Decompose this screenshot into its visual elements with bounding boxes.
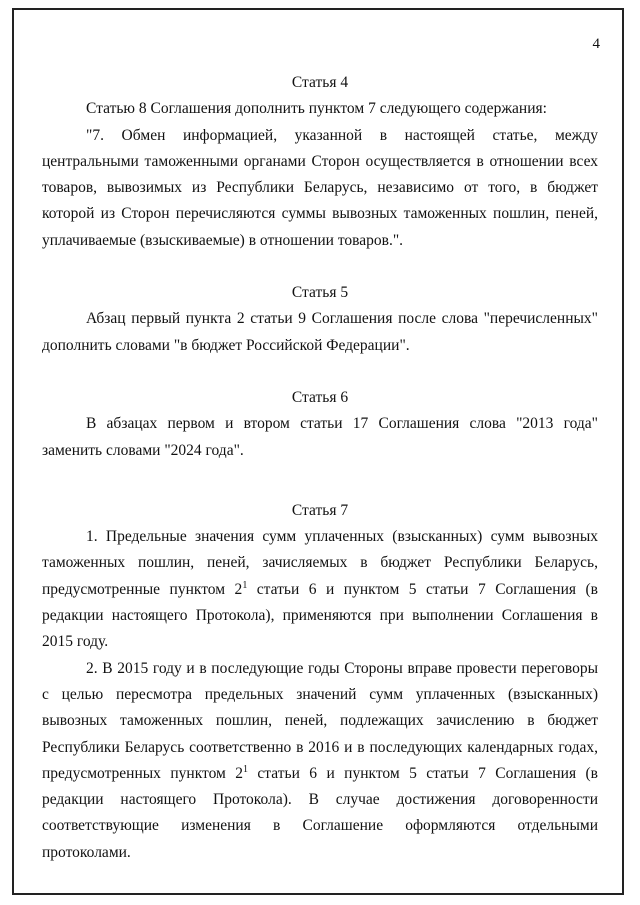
article-7-paragraph-2 bbox=[42, 656, 598, 866]
article-7-paragraph-1 bbox=[42, 524, 598, 655]
article-7-p2-text-b: статьи 6 и пунктом 5 статьи 7 Соглашения (в редакции настоящего Протокола). В случае достижения договоренности соответствующие изменения в Соглашение оформляются отдельными протоколами. bbox=[42, 764, 598, 861]
article-4-paragraph-2: "7. Обмен информацией, указанной в настоящей статье, между центральными таможенными органами Сторон осуществляется в отношении всех товаров, вывозимых из Республики Беларусь, независимо от того, в бюджет которой из Сторон перечисляются суммы вывозных таможенных пошлин, пеней, уплачиваемые (взыскиваемые) в отношении товаров.". bbox=[42, 126, 598, 249]
article-7 bbox=[42, 498, 598, 866]
article-5 bbox=[42, 280, 598, 359]
article-7-p2-superscript: 1 bbox=[243, 763, 249, 775]
article-7-heading: Статья 7 bbox=[291, 501, 349, 519]
article-6 bbox=[42, 385, 598, 464]
article-5-paragraph-1: Абзац первый пункта 2 статьи 9 Соглашения после слова "перечисленных" дополнить словами "в бюджет Российской Федерации". bbox=[42, 310, 598, 354]
article-7-p1-text-b: статьи 6 и пунктом 5 статьи 7 Соглашения (в редакции настоящего Протокола), применяются при выполнении Соглашения в 2015 году. bbox=[42, 580, 598, 651]
article-4-paragraph-1: Статью 8 Соглашения дополнить пунктом 7 следующего содержания: bbox=[86, 100, 547, 118]
document-body bbox=[42, 70, 598, 866]
article-6-paragraph-1: В абзацах первом и втором статьи 17 Соглашения слова "2013 года" заменить словами "2024 года". bbox=[42, 415, 598, 459]
article-5-heading: Статья 5 bbox=[291, 284, 349, 302]
article-7-p2-text-a: 2. В 2015 году и в последующие годы Стороны вправе провести переговоры с целью пересмотра предельных значений сумм уплаченных (взысканных) вывозных таможенных пошлин, пеней, подлежащих зачислению в бюджет Республики Беларусь соответственно в 2016 и в последующих календарных годах, предусмотренных пунктом 2 bbox=[42, 659, 598, 782]
article-4-heading: Статья 4 bbox=[291, 74, 349, 91]
article-4 bbox=[42, 70, 598, 254]
article-7-p1-superscript: 1 bbox=[242, 579, 248, 591]
article-7-p1-text-a: 1. Предельные значения сумм уплаченных (взысканных) сумм вывозных таможенных пошлин, пеней, зачисляемых в бюджет Республики Беларусь, предусмотренные пунктом 2 bbox=[42, 528, 598, 598]
page-number: 4 bbox=[592, 36, 600, 52]
article-6-heading: Статья 6 bbox=[291, 388, 349, 406]
